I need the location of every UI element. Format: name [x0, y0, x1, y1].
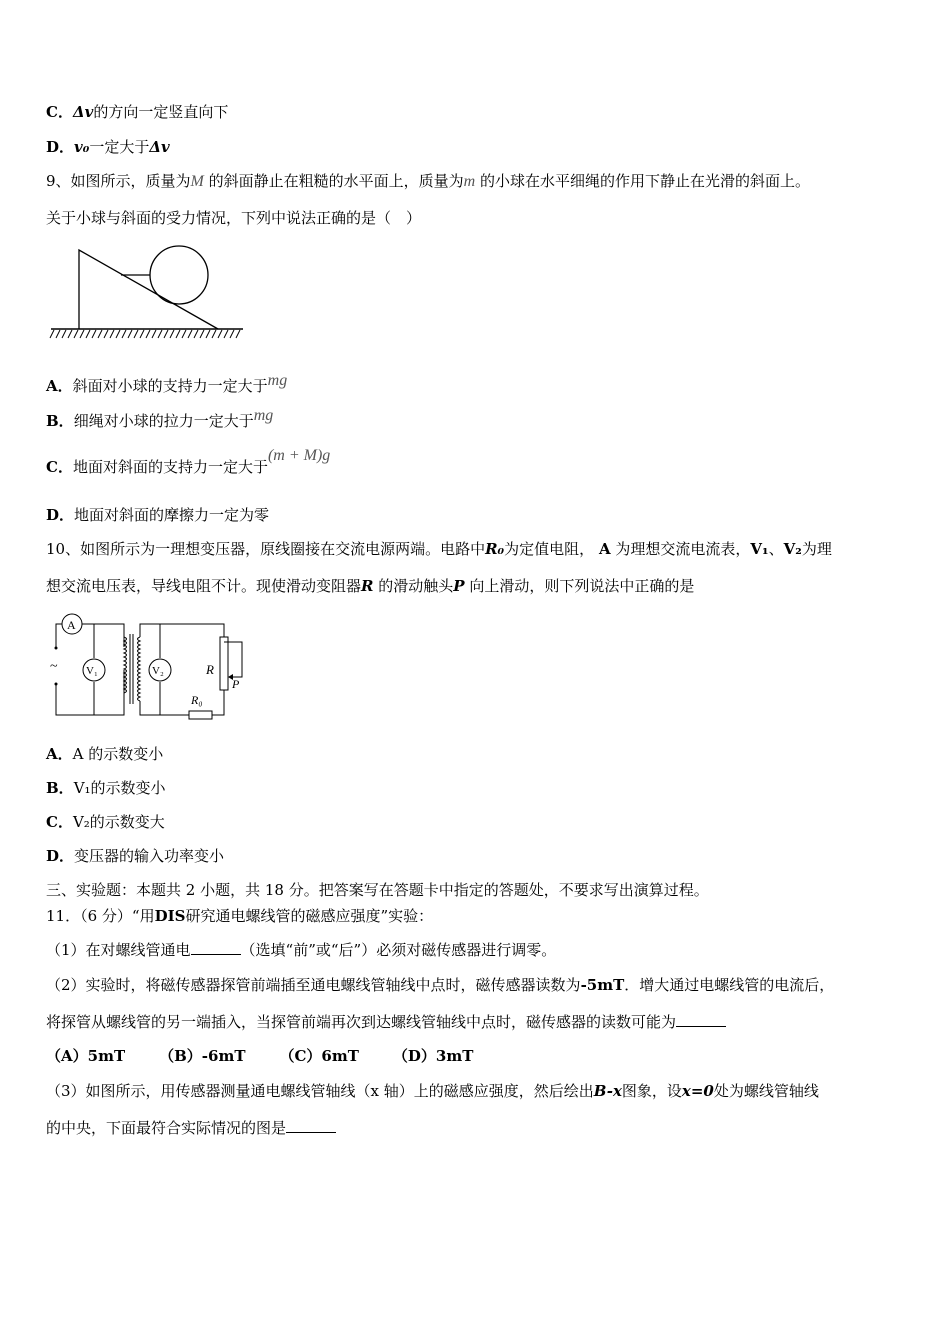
- resistor-r0: [189, 711, 212, 719]
- q10-stem-line2: [46, 576, 694, 596]
- option-text: V₁的示数变小: [73, 779, 166, 797]
- q10-text: 向上滑动，则下列说法中正确的是: [469, 577, 695, 595]
- q10-option-a: [46, 744, 163, 764]
- q9-option-a: [46, 372, 288, 397]
- slider-p-label: P: [232, 677, 240, 691]
- q8-option-c: [46, 102, 228, 122]
- q9-option-d: [46, 505, 269, 525]
- option-letter: D．: [46, 506, 75, 524]
- q9-option-c: [46, 447, 331, 478]
- answer-blank[interactable]: [676, 1012, 726, 1027]
- r0-symbol: R₀: [485, 540, 505, 558]
- ac-source-label: ~: [50, 659, 58, 674]
- option-letter: A．: [46, 745, 73, 763]
- option-text: 地面对斜面的支持力一定大于: [72, 458, 268, 476]
- secondary-coil: [138, 637, 141, 701]
- q11-dis: DIS: [154, 907, 186, 925]
- q9-text: 9、如图所示，质量为: [46, 172, 191, 190]
- option-math: mg: [253, 407, 274, 424]
- q11-text: 图象，设: [621, 1082, 682, 1100]
- choice-a: （A）5mT: [46, 1047, 126, 1065]
- option-text: 变压器的输入功率变小: [74, 847, 225, 865]
- option-letter: B．: [46, 779, 74, 797]
- option-text: 斜面对小球的支持力一定大于: [72, 377, 268, 395]
- option-letter: C．: [46, 103, 73, 121]
- q10-text: 为定值电阻，: [504, 540, 595, 558]
- ammeter-symbol: A: [598, 540, 611, 558]
- q11-part-2-line1: [46, 975, 834, 995]
- v1-symbol: V₁: [750, 540, 769, 558]
- choice-c: （C）6mT: [279, 1047, 359, 1065]
- q11-text: （1）在对螺线管通电: [46, 941, 191, 959]
- q11-heading: [46, 906, 433, 926]
- mass-m: m: [463, 173, 476, 190]
- incline-triangle: [79, 250, 218, 329]
- option-text: 一定大于: [89, 138, 150, 156]
- q11-text: 研究通电螺线管的磁感应强度”实验：: [185, 907, 434, 925]
- q11-text: （2）实验时，将磁传感器探管前端插至通电螺线管轴线中点时，磁传感器读数为: [46, 976, 581, 994]
- option-text: A 的示数变小: [72, 745, 164, 763]
- option-letter: D．: [46, 847, 75, 865]
- delta-v-symbol: Δv: [149, 138, 170, 156]
- q10-text: 10、如图所示为一理想变压器，原线圈接在交流电源两端。电路中: [46, 540, 486, 558]
- v0-symbol: v₀: [74, 138, 90, 156]
- rheostat-r: [220, 637, 228, 690]
- q11-reading: -5mT: [580, 976, 625, 994]
- option-text: V₂的示数变大: [72, 813, 165, 831]
- q10-option-d: [46, 846, 224, 866]
- q10-option-b: [46, 778, 166, 798]
- q8-option-d: [46, 137, 170, 157]
- q10-text: 的滑动触头: [378, 577, 454, 595]
- choice-b: （B）-6mT: [159, 1047, 246, 1065]
- voltmeter-v1-label: V₁: [86, 665, 98, 677]
- q10-text: 、: [768, 540, 784, 558]
- transformer-circuit-figure: [44, 612, 254, 722]
- option-text: 地面对斜面的摩擦力一定为零: [74, 506, 270, 524]
- v2-symbol: V₂: [783, 540, 802, 558]
- voltmeter-v2-label: V₂: [152, 665, 164, 677]
- q11-part-1: [46, 940, 556, 960]
- q9-option-b: [46, 407, 274, 432]
- q9-text: 的斜面静止在粗糙的水平面上，质量为: [208, 172, 464, 190]
- ground-hatching: [50, 330, 240, 338]
- q11-text: 将探管从螺线管的另一端插入，当探管前端再次到达螺线管轴线中点时，磁传感器的读数可能为: [46, 1013, 677, 1031]
- option-letter: A．: [46, 377, 73, 395]
- option-text: 的方向一定竖直向下: [93, 103, 229, 121]
- q11-part-2-line2: [46, 1012, 726, 1032]
- r-symbol: R: [361, 577, 374, 595]
- q11-text: （选填“前”或“后”）必须对磁传感器进行调零。: [240, 941, 557, 959]
- q10-text: 为理想交流电流表，: [615, 540, 751, 558]
- bx-symbol: B-x: [593, 1082, 622, 1100]
- q11-text: 11．（6 分）“用: [46, 907, 155, 925]
- rheostat-r-label: R: [206, 662, 214, 677]
- section-3-heading: 三、实验题：本题共 2 小题，共 18 分。把答案写在答题卡中指定的答题处，不要求写出演算过程。: [46, 881, 709, 899]
- option-math: mg: [267, 372, 288, 389]
- q10-stem-line1: [46, 539, 832, 559]
- delta-v-symbol: Δv: [72, 103, 94, 121]
- option-letter: C．: [46, 813, 73, 831]
- q11-text: 的中央，下面最符合实际情况的图是: [46, 1119, 287, 1137]
- q10-text: 为理: [801, 540, 832, 558]
- incline-ball-figure: [48, 242, 248, 342]
- p-symbol: P: [453, 577, 465, 595]
- q11-part-3-line1: [46, 1081, 819, 1101]
- ball-circle: [150, 246, 208, 304]
- answer-blank[interactable]: [286, 1118, 336, 1133]
- option-letter: D．: [46, 138, 75, 156]
- q11-text: （3）如图所示，用传感器测量通电螺线管轴线（x 轴）上的磁感应强度，然后绘出: [46, 1082, 594, 1100]
- q10-text: 想交流电压表，导线电阻不计。现使滑动变阻器: [46, 577, 362, 595]
- resistor-r0-label: R₀: [191, 693, 203, 707]
- option-math: (m + M)g: [267, 447, 331, 464]
- choice-d: （D）3mT: [392, 1047, 474, 1065]
- primary-coil: [124, 637, 127, 693]
- q9-stem-line1: [46, 171, 810, 192]
- q11-text: ．增大通过电螺线管的电流后，: [624, 976, 835, 994]
- answer-blank[interactable]: [191, 940, 241, 955]
- q11-part-3-line2: [46, 1118, 336, 1138]
- ammeter-label: A: [67, 618, 76, 632]
- option-letter: B．: [46, 412, 74, 430]
- q11-text: 处为螺线管轴线: [713, 1082, 819, 1100]
- option-letter: C．: [46, 458, 73, 476]
- option-text: 细绳对小球的拉力一定大于: [73, 412, 254, 430]
- mass-M: M: [190, 173, 204, 190]
- x0-symbol: x=0: [681, 1082, 714, 1100]
- q11-choices: [46, 1046, 473, 1066]
- q9-stem-line2: 关于小球与斜面的受力情况，下列中说法正确的是（ ）: [46, 209, 422, 227]
- q10-option-c: [46, 812, 165, 832]
- q9-text: 的小球在水平细绳的作用下静止在光滑的斜面上。: [480, 172, 811, 190]
